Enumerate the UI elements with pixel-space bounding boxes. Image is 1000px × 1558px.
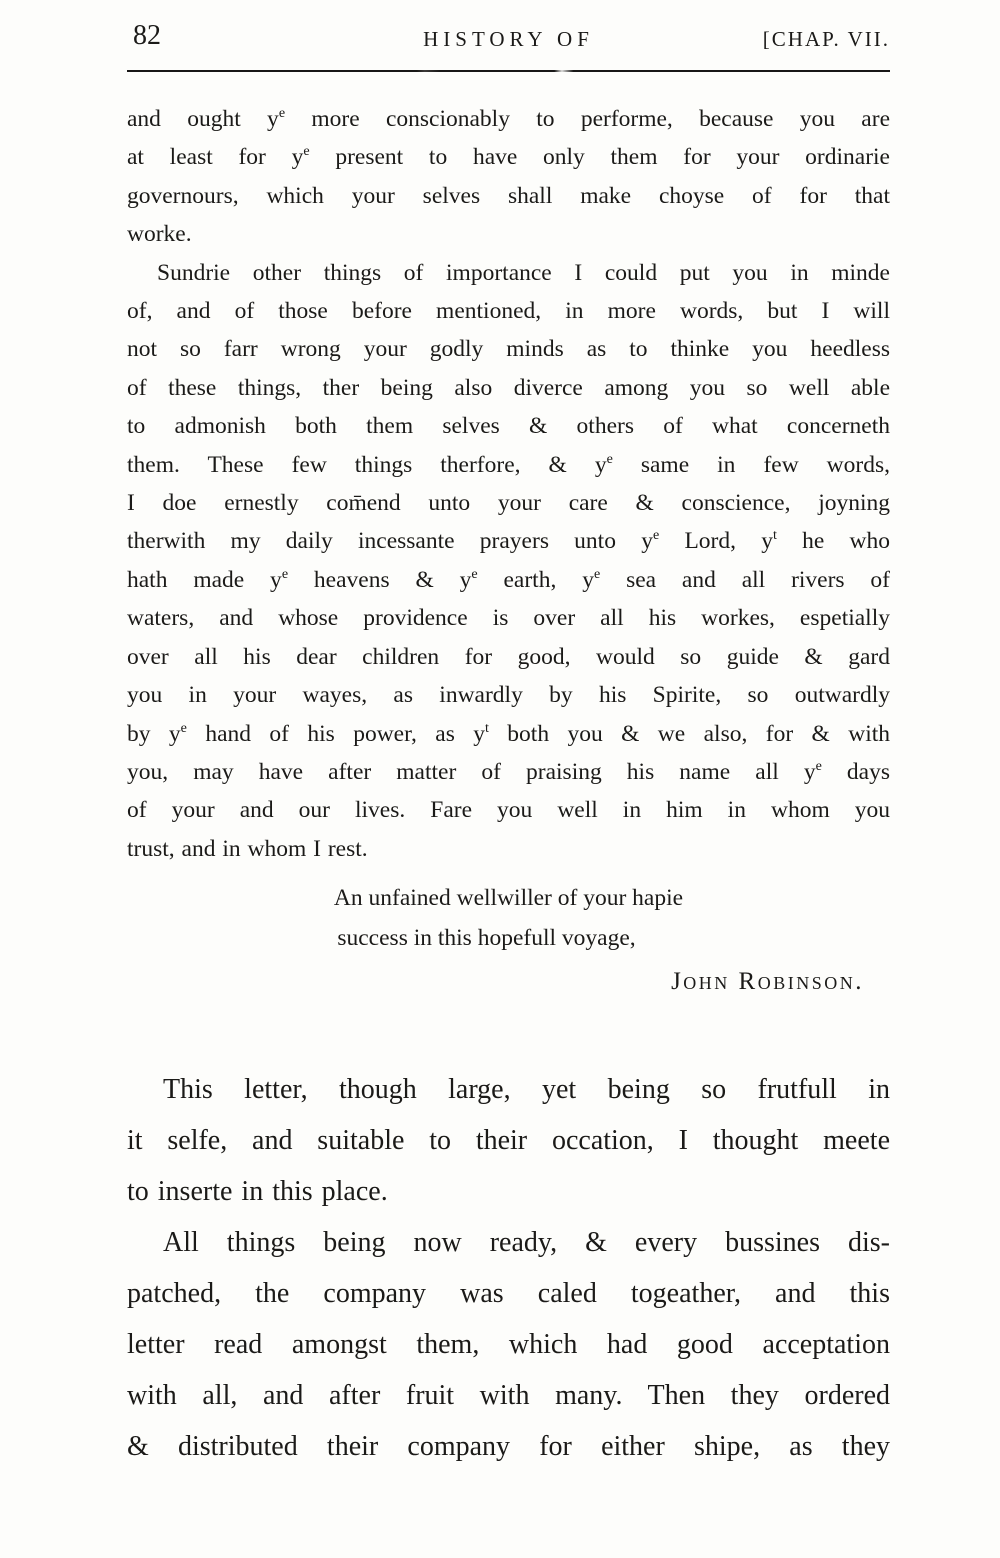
text-line: it selfe, and suitable to their occation, I thought meete [127, 1125, 890, 1157]
text-line: letter read amongst them, which had good acceptation [127, 1329, 890, 1361]
page-header [127, 20, 890, 70]
text-line: them. These few things therfore, & $y^e$ same in few words, [127, 450, 890, 478]
text-line: of, and of those before mentioned, in more words, but I will [127, 298, 890, 325]
signature-block [127, 878, 890, 1002]
signature-line-1: An unfained wellwiller of your hapie [333, 885, 684, 912]
narrative-text [127, 1064, 890, 1472]
text-line: at least for $y^e$ present to have only them for your ordinarie [127, 143, 890, 171]
text-line: not so farr wrong your godly minds as to thinke you heedless [127, 336, 890, 363]
paragraph [127, 100, 890, 254]
text-line: governours, which your selves shall make choyse of for that [127, 182, 890, 209]
running-title: HISTORY OF [423, 27, 594, 51]
text-line: All things being now ready, & every bussines dis- [163, 1227, 890, 1259]
text-line: trust, and in whom I rest. [127, 835, 368, 862]
page-number: 82 [133, 20, 161, 51]
text-line: therwith my daily incessante prayers unto $y^e$ Lord, $y^t$ he who [127, 527, 891, 555]
signature-line-2: success in this hopefull voyage, [337, 925, 636, 952]
text-line: Sundrie other things of importance I could put you in minde [157, 259, 890, 286]
text-line: I doe ernestly com̄end unto your care & conscience, joyning [127, 490, 890, 517]
text-line: of your and our lives. Fare you well in him in whom you [127, 797, 890, 824]
text-line: you in your wayes, as inwardly by his Spirite, so outwardly [127, 682, 890, 709]
text-line: & distributed their company for either shipe, as they [127, 1431, 890, 1463]
chapter-reference: [CHAP. VII. [762, 27, 890, 51]
text-line: you, may have after matter of praising his name all $y^e$ days [127, 758, 890, 785]
text-line: hath made $y^e$ heavens & $y^e$ earth, $y^e$ sea and all rivers of [127, 566, 891, 593]
text-line: and ought $y^e$ more conscionably to performe, because you are [127, 105, 890, 132]
header-rule [127, 70, 890, 72]
signature-name: John Robinson. [671, 968, 864, 996]
paragraph [127, 254, 890, 869]
text-line: to admonish both them selves & others of what concerneth [127, 413, 890, 440]
text-line: This letter, though large, yet being so frutfull in [163, 1074, 890, 1106]
text-line: of these things, ther being also diverce among you so well able [127, 374, 890, 401]
text-line: over all his dear children for good, would so guide & gard [127, 643, 890, 670]
text-line: by $y^e$ hand of his power, as $y^t$ both you & we also, for & with [127, 719, 890, 747]
text-line: waters, and whose providence is over all his workes, espetially [127, 605, 890, 632]
text-line: patched, the company was caled togeather, and this [127, 1278, 890, 1310]
text-block [127, 0, 890, 1472]
text-line: to inserte in this place. [127, 1176, 388, 1208]
paragraph [127, 1064, 890, 1217]
letter-text [127, 100, 890, 868]
text-line: with all, and after fruit with many. Then they ordered [127, 1380, 890, 1412]
text-line: worke. [127, 221, 192, 248]
paragraph [127, 1217, 890, 1472]
